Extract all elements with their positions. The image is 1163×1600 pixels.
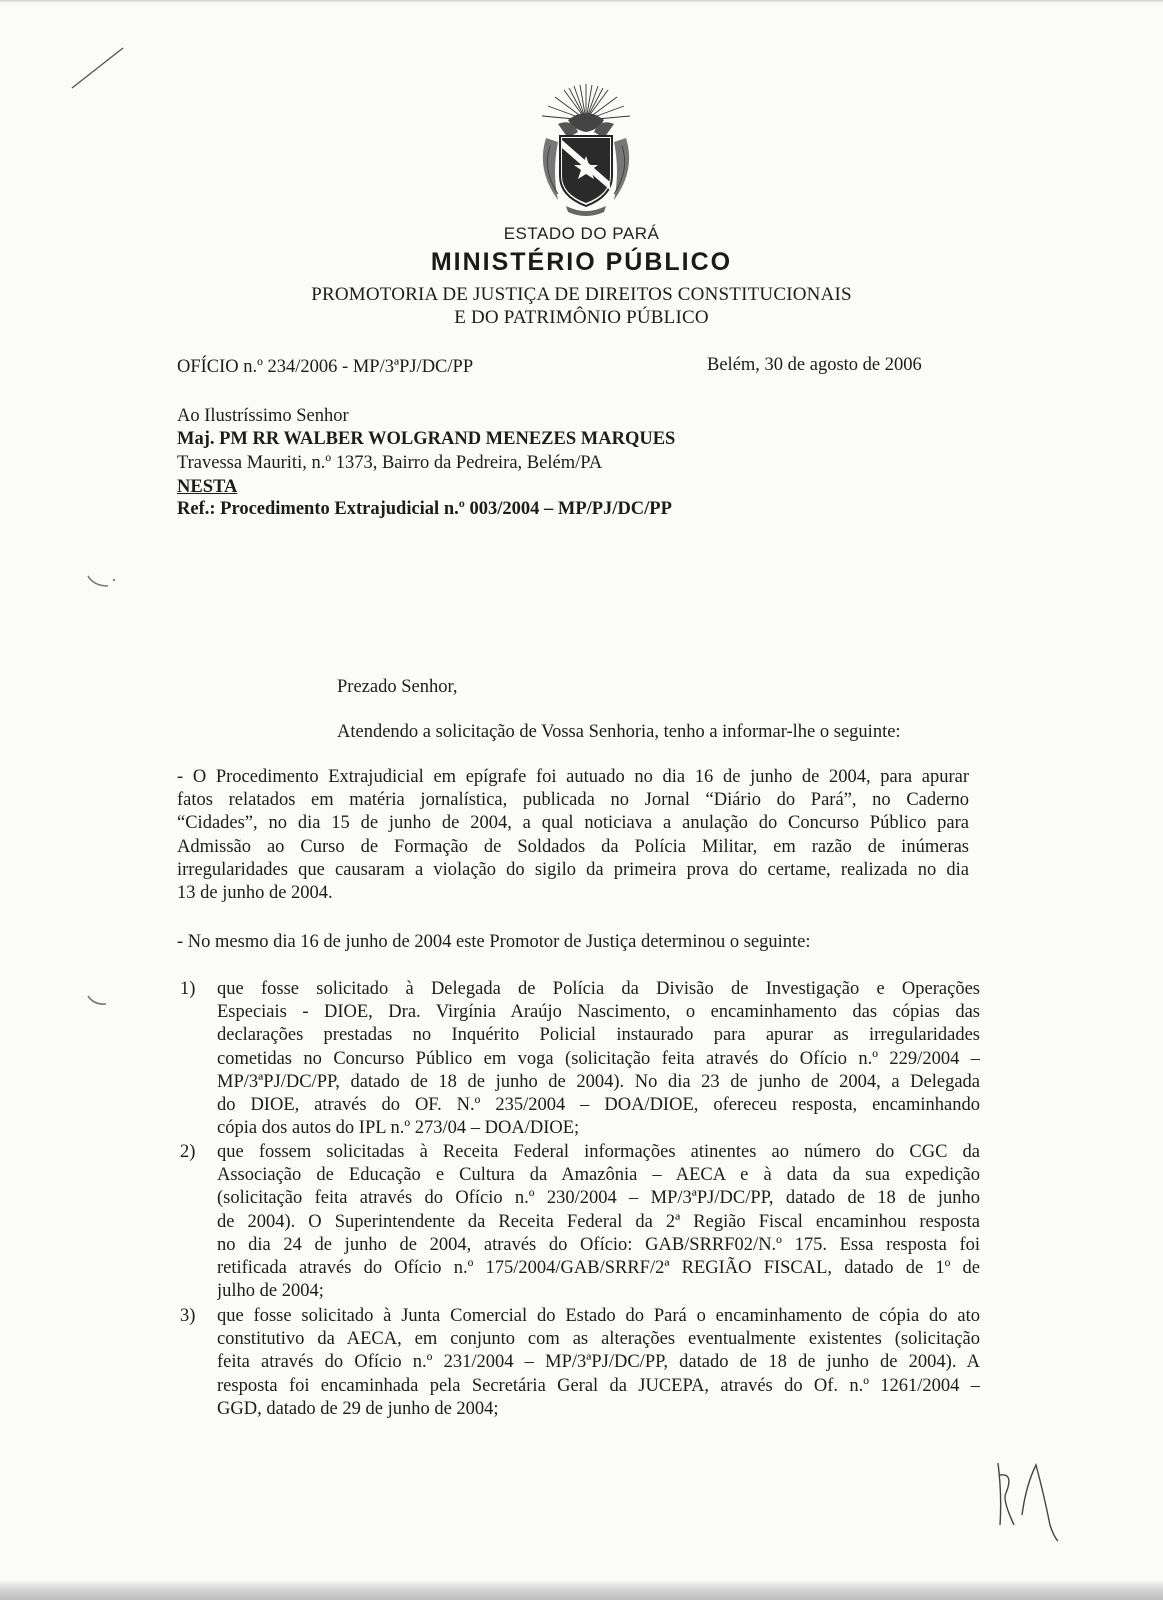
paragraph-line: irregularidades que causaram a violação do sigilo da primeira prova do certame, realizada no dia [177, 859, 969, 880]
stray-pen-mark [68, 44, 128, 94]
list-line: feita através do Ofício n.º 231/2004 – MP/3ªPJ/DC/PP, datado de 18 de junho de 2004). A [217, 1352, 980, 1373]
recipient-name: Maj. PM RR WALBER WOLGRAND MENEZES MARQUES [177, 429, 676, 449]
list-line: MP/3ªPJ/DC/PP, datado de 18 de junho de 2004). No dia 23 de junho de 2004, a Delegada [217, 1071, 980, 1092]
list-line: que fosse solicitado à Junta Comercial do Estado do Pará o encaminhamento de cópia do ato [217, 1306, 980, 1326]
list-line: Especiais - DIOE, Dra. Virgínia Araújo Nascimento, o encaminhamento das cópias das [217, 1002, 980, 1023]
letterhead-state: ESTADO DO PARÁ [503, 224, 660, 243]
list-item-1 [180, 978, 980, 1143]
list-line: Associação de Educação e Cultura da Amazônia – AECA e à data da sua expedição [217, 1165, 980, 1186]
list-number: 3) [180, 1306, 196, 1326]
scan-top-edge [0, 0, 1163, 3]
list-line: GGD, datado de 29 de junho de 2004; [217, 1398, 499, 1419]
list-item-3 [180, 1305, 980, 1425]
paragraph-line: - O Procedimento Extrajudicial em epígrafe foi autuado no dia 16 de junho de 2004, para apurar [177, 767, 969, 787]
list-body [217, 1305, 980, 1421]
place-date: Belém, 30 de agosto de 2006 [707, 355, 922, 375]
letterhead-department-line2: E DO PATRIMÔNIO PÚBLICO [454, 307, 709, 328]
list-line: julho de 2004; [217, 1281, 324, 1302]
scan-bottom-edge [0, 1580, 1163, 1600]
list-number: 1) [180, 979, 196, 999]
paragraph-line: Admissão ao Curso de Formação de Soldados da Polícia Militar, em razão de inúmeras [177, 836, 969, 857]
list-line: do DIOE, através do OF. N.º 235/2004 – DOA/DIOE, ofereceu resposta, encaminhando [217, 1095, 980, 1116]
list-line: resposta foi encaminhada pela Secretária Geral da JUCEPA, através do Of. n.º 1261/2004 – [217, 1375, 980, 1396]
handwritten-initials-signature [992, 1455, 1072, 1545]
paragraph-line: “Cidades”, no dia 15 de junho de 2004, a qual noticiava a anulação do Concurso Público para [177, 813, 969, 834]
letterhead-department-line1: PROMOTORIA DE JUSTIÇA DE DIREITOS CONSTITUCIONAIS [311, 284, 852, 305]
list-line: cópia dos autos do IPL n.º 273/04 – DOA/DIOE; [217, 1118, 580, 1139]
paragraph-procedure [177, 766, 969, 905]
paragraph-line: 13 de junho de 2004. [177, 883, 333, 904]
margin-punch-mark [84, 572, 118, 594]
list-item-2 [180, 1141, 980, 1306]
list-line: de 2004). O Superintendente da Receita Federal da 2ª Região Fiscal encaminhou resposta [217, 1211, 980, 1232]
list-body [217, 978, 980, 1140]
coat-of-arms-emblem [528, 80, 644, 220]
list-number: 2) [180, 1142, 196, 1162]
letterhead-ministry: MINISTÉRIO PÚBLICO [430, 248, 733, 276]
oficio-number: OFÍCIO n.º 234/2006 - MP/3ªPJ/DC/PP [177, 357, 474, 377]
list-line: (solicitação feita através do Ofício n.º 230/2004 – MP/3ªPJ/DC/PP, datado de 18 de junho [217, 1188, 980, 1209]
list-line: no dia 24 de junho de 2004, através do Ofício: GAB/SRRF02/N.º 175. Essa resposta foi [217, 1234, 980, 1255]
paragraph-line: fatos relatados em matéria jornalística, publicada no Jornal “Diário do Pará”, no Caderno [177, 790, 969, 811]
list-body [217, 1141, 980, 1303]
list-line: que fosse solicitado à Delegada de Polícia da Divisão de Investigação e Operações [217, 979, 980, 999]
list-line: constitutivo da AECA, em conjunto com as alterações eventualmente existentes (solicitação [217, 1329, 980, 1350]
margin-punch-mark [84, 992, 114, 1012]
intro-sentence: Atendendo a solicitação de Vossa Senhoria, tenho a informar-lhe o seguinte: [337, 722, 901, 742]
greeting: Prezado Senhor, [337, 677, 458, 697]
recipient-address: Travessa Mauriti, n.º 1373, Bairro da Pedreira, Belém/PA [177, 453, 603, 473]
recipient-salutation: Ao Ilustríssimo Senhor [177, 406, 349, 426]
recipient-local: NESTA [177, 477, 238, 497]
list-line: que fossem solicitadas à Receita Federal informações atinentes ao número do CGC da [217, 1142, 980, 1162]
reference-subject: Ref.: Procedimento Extrajudicial n.º 003/2004 – MP/PJ/DC/PP [177, 499, 672, 519]
list-line: cometidas no Concurso Público em voga (solicitação feita através do Ofício n.º 229/2004 – [217, 1048, 980, 1069]
paragraph-determination: - No mesmo dia 16 de junho de 2004 este Promotor de Justiça determinou o seguinte: [177, 932, 811, 952]
list-line: retificada através do Ofício n.º 175/2004/GAB/SRRF/2ª REGIÃO FISCAL, datado de 1º de [217, 1258, 980, 1279]
list-line: declarações prestadas no Inquérito Policial instaurado para apurar as irregularidades [217, 1025, 980, 1046]
